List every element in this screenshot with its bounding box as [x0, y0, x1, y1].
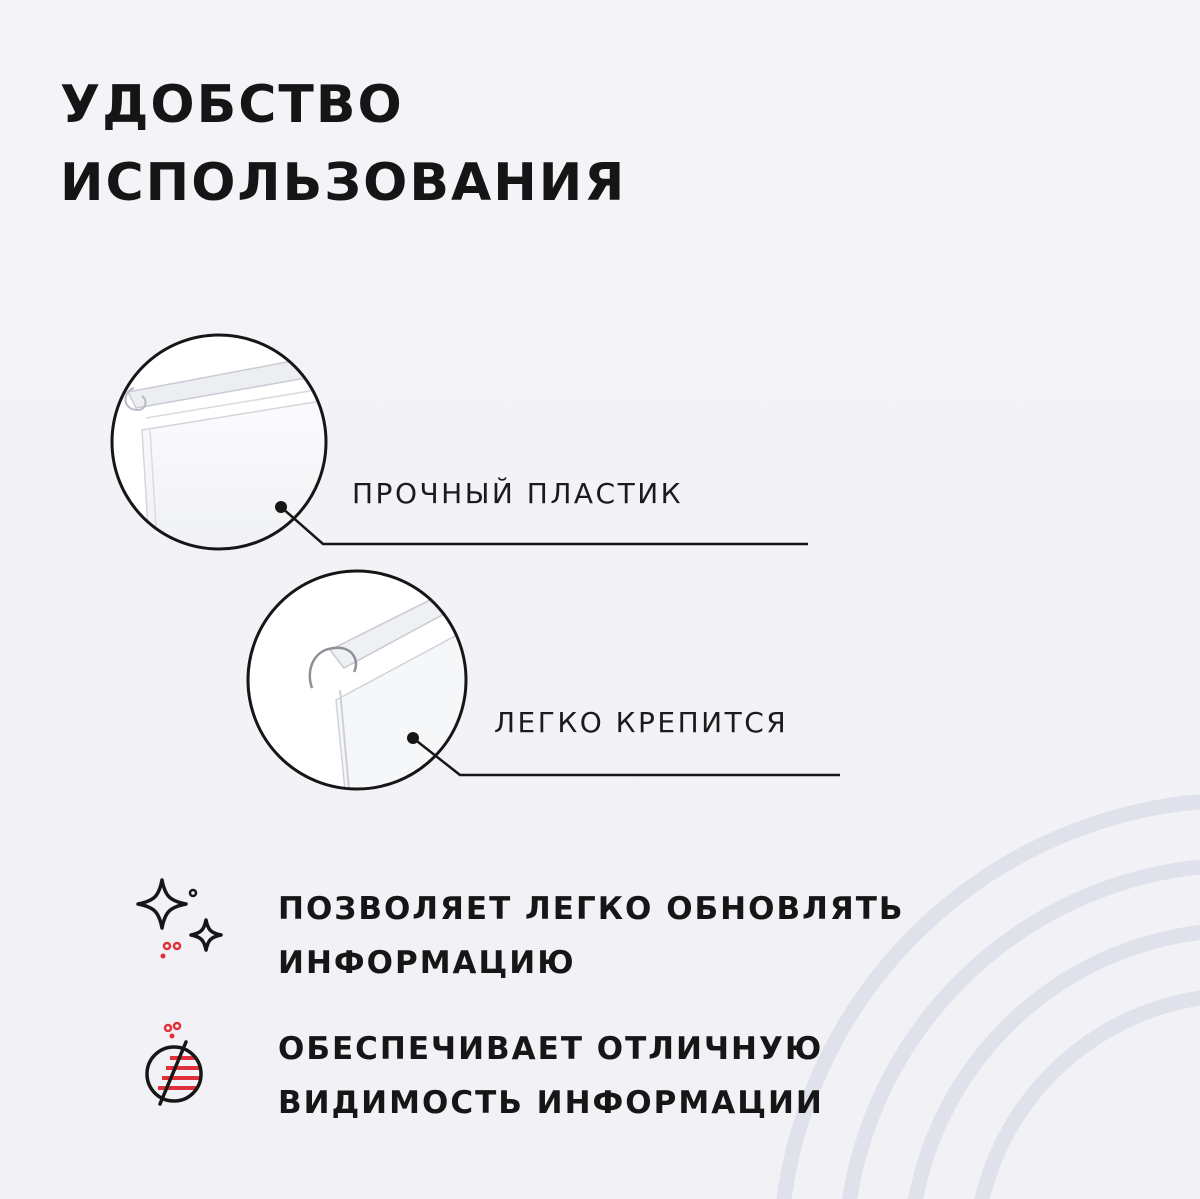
- feature-visibility-text: [278, 1022, 824, 1130]
- feature-easy-update: [130, 876, 1130, 986]
- sparkles-icon: [130, 876, 230, 976]
- easy-mount-caption: ЛЕГКО КРЕПИТСЯ: [494, 706, 789, 739]
- title-line-1: УДОБСТВО: [60, 75, 404, 135]
- feature-easy-update-line-1: ПОЗВОЛЯЕТ ЛЕГКО ОБНОВЛЯТЬ: [278, 891, 905, 927]
- feature-visibility-line-1: ОБЕСПЕЧИВАЕТ ОТЛИЧНУЮ: [278, 1031, 824, 1067]
- durable-plastic-closeup-image: [112, 335, 340, 560]
- feature-visibility: [130, 1016, 1130, 1126]
- feature-visibility-line-2: ВИДИМОСТЬ ИНФОРМАЦИИ: [278, 1085, 824, 1121]
- feature-easy-update-text: [278, 882, 905, 990]
- title-line-2: ИСПОЛЬЗОВАНИЯ: [60, 153, 627, 213]
- durable-plastic-caption: ПРОЧНЫЙ ПЛАСТИК: [352, 477, 684, 510]
- easy-mount-closeup-image: [248, 571, 470, 800]
- striped-circle-icon: [130, 1016, 230, 1116]
- feature-easy-update-line-2: ИНФОРМАЦИЮ: [278, 945, 576, 981]
